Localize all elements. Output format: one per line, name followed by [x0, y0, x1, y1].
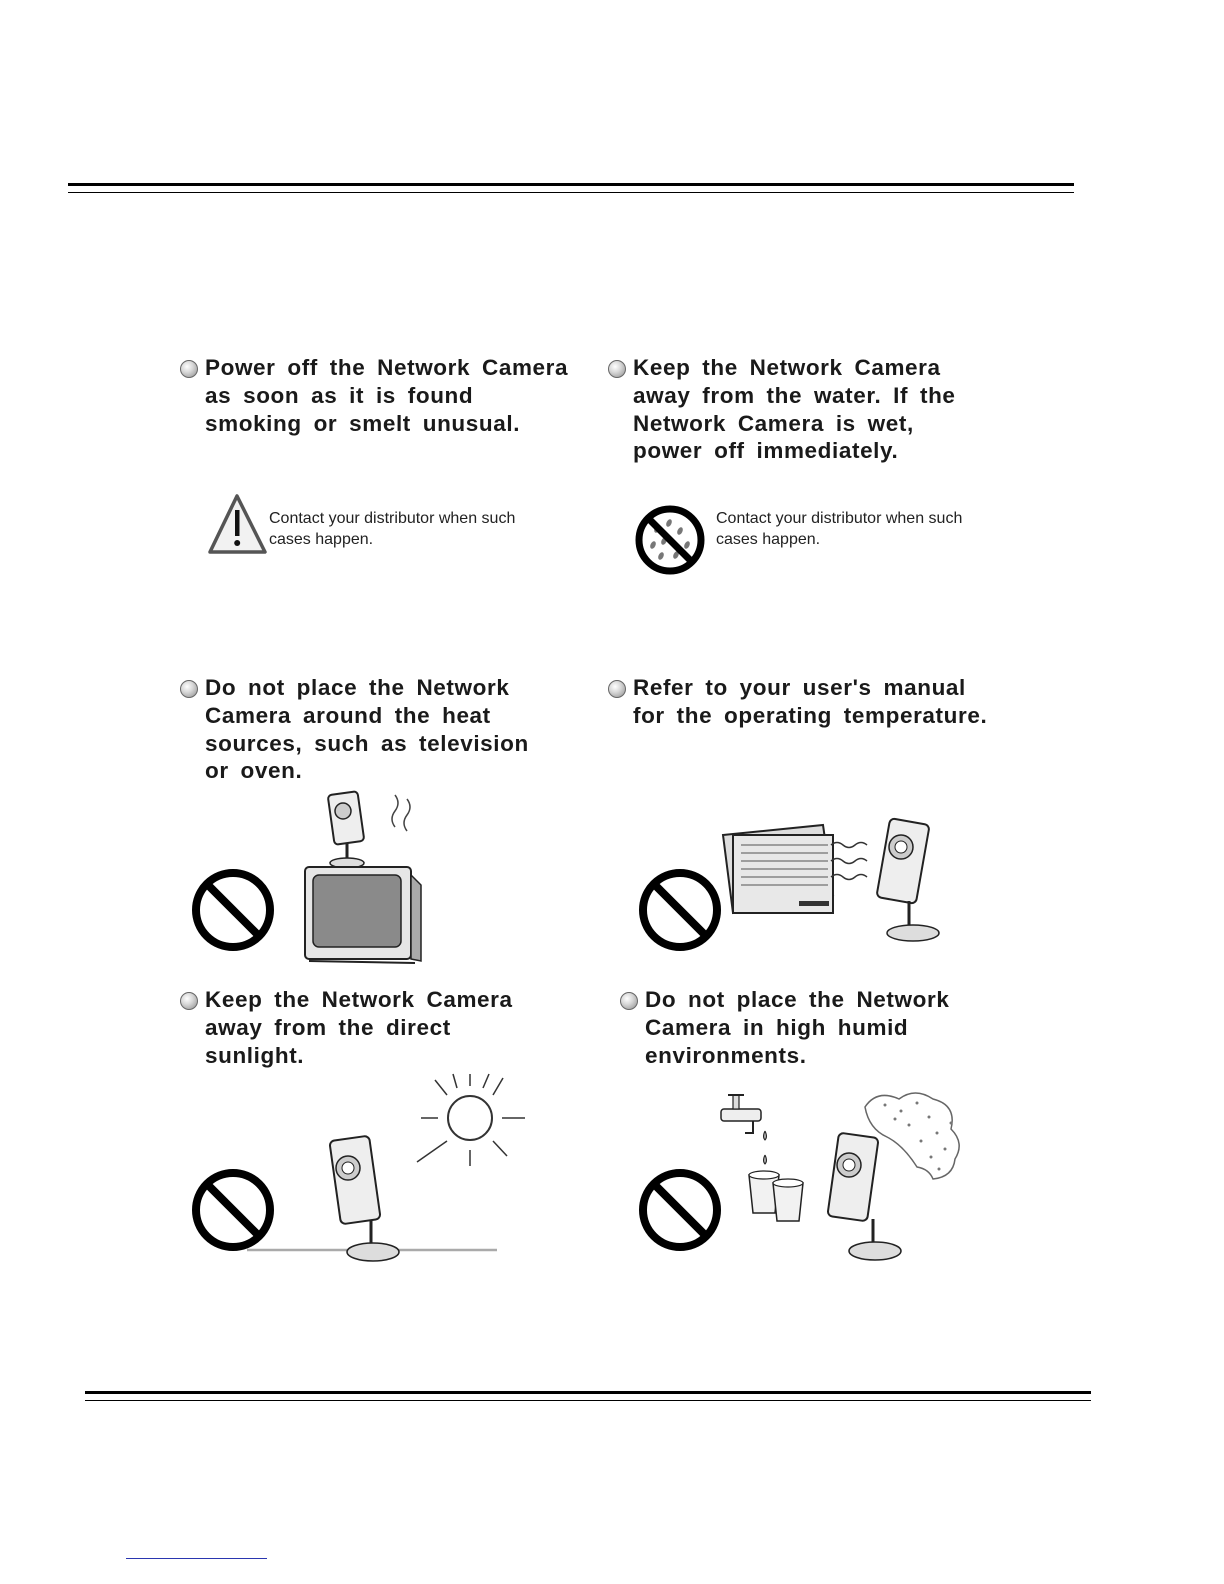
no-water-icon — [633, 503, 707, 577]
camera-near-heater-illustration — [633, 815, 963, 955]
safety-item-title: Do not place the Network Camera in high humid environments. — [645, 987, 950, 1068]
bullet-icon — [608, 360, 626, 378]
footer-rule — [85, 1391, 1091, 1401]
camera-in-humidity-illustration — [633, 1085, 973, 1270]
bullet-icon — [180, 360, 198, 378]
safety-item-smoke — [180, 354, 590, 444]
bullet-icon — [180, 992, 198, 1010]
camera-on-tv-illustration — [185, 785, 450, 965]
bullet-icon — [620, 992, 638, 1010]
safety-item-humidity — [620, 986, 1020, 1076]
safety-item-water — [608, 354, 1028, 469]
header-rule — [68, 183, 1074, 193]
safety-item-title: Do not place the Network Camera around the heat sources, such as television or oven. — [205, 675, 529, 784]
safety-item-sunlight — [180, 986, 580, 1076]
warning-triangle-icon — [208, 492, 268, 556]
item-note: Contact your distributor when such cases happen. — [269, 510, 516, 548]
camera-in-sunlight-illustration — [185, 1070, 530, 1270]
safety-item-title: Keep the Network Camera away from the water. If the Network Camera is wet, power off immediately. — [633, 355, 956, 464]
item-note: Contact your distributor when such cases happen. — [716, 510, 963, 548]
safety-item-temperature — [608, 674, 1028, 734]
safety-item-title: Power off the Network Camera as soon as it is found smoking or smelt unusual. — [205, 355, 569, 436]
safety-item-title: Keep the Network Camera away from the direct sunlight. — [205, 987, 513, 1068]
safety-item-heat-sources — [180, 674, 580, 789]
bullet-icon — [608, 680, 626, 698]
footer-link-underline[interactable] — [126, 1558, 267, 1559]
safety-item-title: Refer to your user's manual for the operating temperature. — [633, 675, 988, 728]
bullet-icon — [180, 680, 198, 698]
